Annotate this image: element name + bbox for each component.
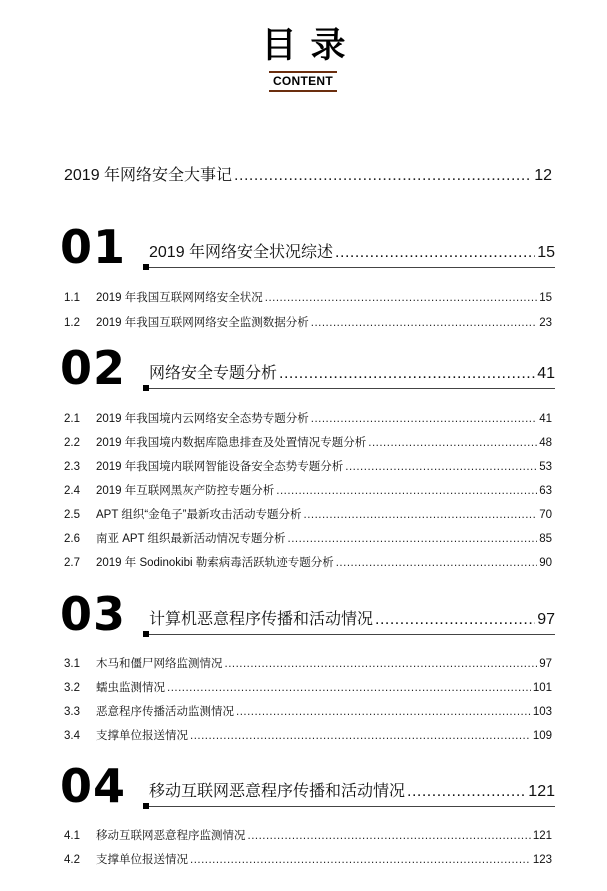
toc-entry-label: 2019 年互联网黑灰产防控专题分析 bbox=[96, 485, 275, 497]
divider bbox=[143, 634, 555, 635]
toc-entry[interactable] bbox=[64, 703, 552, 719]
section-number: 3.4 bbox=[64, 730, 80, 742]
section-number: 2.5 bbox=[64, 509, 80, 521]
chapter-title: 网络安全专题分析 bbox=[149, 365, 278, 382]
page-number: 23 bbox=[539, 317, 552, 329]
toc-entry[interactable] bbox=[64, 314, 552, 330]
chapter-title: 计算机恶意程序传播和活动情况 bbox=[149, 611, 374, 628]
divider bbox=[269, 90, 337, 92]
page-number: 121 bbox=[528, 783, 555, 800]
section-number: 3.1 bbox=[64, 658, 80, 670]
section-number: 2.3 bbox=[64, 461, 80, 473]
dot-leader bbox=[248, 830, 531, 842]
chapter-number: 02 bbox=[60, 341, 127, 395]
dot-leader bbox=[279, 365, 535, 383]
toc-entry-label: 恶意程序传播活动监测情况 bbox=[96, 706, 234, 718]
section-number: 2.7 bbox=[64, 557, 80, 569]
toc-entry[interactable] bbox=[64, 554, 552, 570]
page-number: 41 bbox=[539, 413, 552, 425]
toc-entry-label: 移动互联网恶意程序监测情况 bbox=[96, 830, 246, 842]
section-number: 4.1 bbox=[64, 830, 80, 842]
chapter-title: 2019 年网络安全状况综述 bbox=[149, 244, 334, 261]
toc-entry-label: 支撑单位报送情况 bbox=[96, 730, 188, 742]
divider bbox=[143, 806, 555, 807]
toc-entry-label: 2019 年我国境内数据库隐患排查及处置情况专题分析 bbox=[96, 437, 367, 449]
section-number: 1.2 bbox=[64, 317, 80, 329]
page-title: 目录 bbox=[261, 26, 360, 66]
dot-leader bbox=[225, 658, 538, 670]
toc-entry[interactable] bbox=[64, 289, 552, 305]
toc-entry-label: APT 组织“金龟子”最新攻击活动专题分析 bbox=[96, 509, 302, 521]
page-number: 12 bbox=[534, 167, 552, 184]
dot-leader bbox=[190, 854, 531, 866]
dot-leader bbox=[288, 533, 538, 545]
chapter-heading-01[interactable] bbox=[60, 220, 555, 274]
toc-entry-label: 2019 年我国互联网网络安全监测数据分析 bbox=[96, 317, 309, 329]
dot-leader bbox=[407, 783, 526, 801]
page-number: 123 bbox=[532, 854, 552, 866]
toc-entry-label: 南亚 APT 组织最新活动情况专题分析 bbox=[96, 533, 286, 545]
section-number: 2.6 bbox=[64, 533, 80, 545]
section-number: 2.1 bbox=[64, 413, 80, 425]
section-number: 1.1 bbox=[64, 292, 80, 304]
dot-leader bbox=[276, 485, 537, 497]
toc-entry[interactable] bbox=[64, 410, 552, 426]
page-number: 48 bbox=[539, 437, 552, 449]
chapter-heading-02[interactable] bbox=[60, 341, 555, 395]
chapter-number: 03 bbox=[60, 587, 127, 641]
page-number: 101 bbox=[532, 682, 552, 694]
square-bullet-icon bbox=[143, 631, 149, 637]
toc-entry[interactable] bbox=[64, 434, 552, 450]
toc-entry-label: 2019 年我国境内联网智能设备安全态势专题分析 bbox=[96, 461, 344, 473]
page-subtitle: CONTENT bbox=[272, 74, 334, 88]
section-number: 4.2 bbox=[64, 854, 80, 866]
page-number: 97 bbox=[537, 611, 555, 628]
toc-entry-label: 蠕虫监测情况 bbox=[96, 682, 165, 694]
dot-leader bbox=[311, 413, 537, 425]
dot-leader bbox=[167, 682, 531, 694]
dot-leader bbox=[311, 317, 537, 329]
page-number: 97 bbox=[539, 658, 552, 670]
square-bullet-icon bbox=[143, 385, 149, 391]
section-number: 3.2 bbox=[64, 682, 80, 694]
chapter-heading-03[interactable] bbox=[60, 587, 555, 641]
toc-entry-intro[interactable] bbox=[64, 162, 552, 185]
divider bbox=[143, 388, 555, 389]
square-bullet-icon bbox=[143, 264, 149, 270]
toc-entry[interactable] bbox=[64, 530, 552, 546]
dot-leader bbox=[375, 611, 535, 629]
subtitle-block bbox=[269, 71, 337, 92]
toc-entry-label: 2019 年 Sodinokibi 勒索病毒活跃轨迹专题分析 bbox=[96, 557, 334, 569]
page-number: 109 bbox=[532, 730, 552, 742]
chapter-number: 04 bbox=[60, 759, 127, 813]
chapter-heading-04[interactable] bbox=[60, 759, 555, 813]
toc-entry-label: 支撑单位报送情况 bbox=[96, 854, 188, 866]
toc-entry[interactable] bbox=[64, 458, 552, 474]
divider bbox=[143, 267, 555, 268]
toc-entry[interactable] bbox=[64, 482, 552, 498]
dot-leader bbox=[234, 167, 532, 185]
dot-leader bbox=[345, 461, 537, 473]
chapter-title: 移动互联网恶意程序传播和活动情况 bbox=[149, 783, 406, 800]
dot-leader bbox=[304, 509, 538, 521]
section-number: 2.2 bbox=[64, 437, 80, 449]
toc-entry-label: 2019 年我国互联网网络安全状况 bbox=[96, 292, 263, 304]
page-number: 90 bbox=[539, 557, 552, 569]
page-number: 15 bbox=[537, 244, 555, 261]
dot-leader bbox=[236, 706, 531, 718]
square-bullet-icon bbox=[143, 803, 149, 809]
page-number: 121 bbox=[532, 830, 552, 842]
page-number: 41 bbox=[537, 365, 555, 382]
toc-entry-label: 2019 年我国境内云网络安全态势专题分析 bbox=[96, 413, 309, 425]
page-number: 63 bbox=[539, 485, 552, 497]
toc-entry[interactable] bbox=[64, 679, 552, 695]
toc-entry[interactable] bbox=[64, 655, 552, 671]
dot-leader bbox=[368, 437, 537, 449]
toc-entry[interactable] bbox=[64, 827, 552, 843]
dot-leader bbox=[265, 292, 537, 304]
page-number: 85 bbox=[539, 533, 552, 545]
chapter-number: 01 bbox=[60, 220, 127, 274]
dot-leader bbox=[335, 244, 535, 262]
toc-entry[interactable] bbox=[64, 851, 552, 867]
page-number: 70 bbox=[539, 509, 552, 521]
toc-entry[interactable] bbox=[64, 727, 552, 743]
section-number: 2.4 bbox=[64, 485, 80, 497]
toc-entry-label: 2019 年网络安全大事记 bbox=[64, 167, 233, 184]
section-number: 3.3 bbox=[64, 706, 80, 718]
toc-entry-label: 木马和僵尸网络监测情况 bbox=[96, 658, 223, 670]
toc-entry[interactable] bbox=[64, 506, 552, 522]
page-number: 53 bbox=[539, 461, 552, 473]
dot-leader bbox=[190, 730, 531, 742]
page-number: 15 bbox=[539, 292, 552, 304]
dot-leader bbox=[336, 557, 537, 569]
page-number: 103 bbox=[532, 706, 552, 718]
